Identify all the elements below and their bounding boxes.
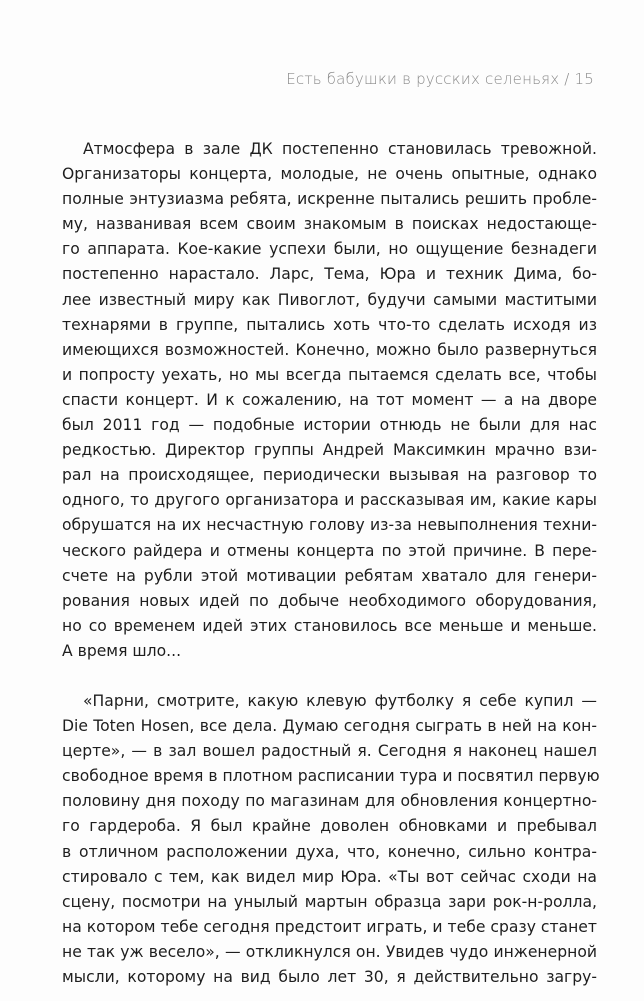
text-line: ческого райдера и отмены концерта по этой причине. В пере-	[62, 541, 597, 560]
text-line: на котором тебе сегодня предстоит играть, и тебе сразу станет	[62, 917, 597, 936]
text-line: не так уж весело», — откликнулся он. Увидев чудо инженерной	[62, 942, 597, 961]
text-line: полные энтузиазма ребята, искренне пытались решить пробле-	[62, 190, 597, 209]
text-line: счете на рубли этой мотивации ребятам хватало для генери-	[62, 566, 597, 585]
text-line: Атмосфера в зале ДК постепенно становилась тревожной.	[83, 140, 597, 158]
paragraph-gap	[62, 664, 597, 689]
page-number: 15	[574, 70, 594, 88]
text-line: но со временем идей этих становилось все меньше и меньше.	[62, 616, 597, 635]
running-head	[286, 70, 594, 88]
text-line: и попросту уехать, но мы всегда пытаемся сделать все, чтобы	[62, 365, 597, 384]
body-text	[62, 137, 600, 990]
running-head-separator: /	[559, 70, 575, 88]
text-line: А время шло...	[62, 641, 182, 660]
text-line: технарями в группе, пытались хоть что-то сделать исходя из	[62, 315, 597, 334]
text-line: постепенно нарастало. Ларс, Тема, Юра и техник Дима, бо-	[62, 265, 597, 284]
paragraph-1	[62, 137, 597, 664]
paragraph-2	[62, 689, 600, 990]
text-line: рования новых идей по добыче необходимого оборудования,	[62, 591, 597, 610]
text-line: мысли, которому на вид было лет 30, я действительно загру-	[62, 968, 597, 986]
text-line: рал на происходящее, периодически вызывая на разговор то	[62, 466, 597, 485]
text-line: Die Toten Hosen, все дела. Думаю сегодня сыграть в ней на кон-	[62, 717, 597, 736]
text-line: свободное время в плотном расписании тура и посвятил первую	[62, 767, 600, 786]
text-line: половину дня походу по магазинам для обновления концертно-	[62, 792, 597, 811]
text-line: имеющихся возможностей. Конечно, можно было развернуться	[62, 340, 597, 359]
text-line: церте», — в зал вошел радостный я. Сегодня я наконец нашел	[62, 742, 597, 761]
text-line: редкостью. Директор группы Андрей Максимкин мрачно взи-	[62, 441, 597, 460]
text-line: стировало с тем, как видел мир Юра. «Ты вот сейчас сходи на	[62, 867, 597, 886]
text-line: го гардероба. Я был крайне доволен обновками и пребывал	[62, 817, 597, 836]
running-head-title: Есть бабушки в русских селеньях	[286, 70, 560, 88]
text-line: го аппарата. Кое-какие успехи были, но ощущение безнадеги	[62, 240, 597, 259]
text-line: одного, то другого организатора и рассказывая им, какие кары	[62, 491, 597, 510]
text-line: сцену, посмотри на унылый мартын образца зари рок-н-ролла,	[62, 892, 597, 911]
text-line: Организаторы концерта, молодые, не очень опытные, однако	[62, 165, 597, 184]
text-line: обрушатся на их несчастную голову из-за невыполнения техни-	[62, 516, 597, 535]
text-line: спасти концерт. И к сожалению, на тот момент — а на дворе	[62, 390, 597, 409]
text-line: «Парни, смотрите, какую клевую футболку я себе купил —	[83, 691, 597, 710]
text-line: в отличном расположении духа, что, конечно, сильно контра-	[62, 842, 597, 861]
text-line: лее известный миру как Пивоглот, будучи самыми маститыми	[62, 290, 597, 309]
text-line: му, названивая всем своим знакомым в поисках недостающе-	[62, 215, 597, 234]
text-line: был 2011 год — подобные истории отнюдь не были для нас	[62, 416, 597, 435]
